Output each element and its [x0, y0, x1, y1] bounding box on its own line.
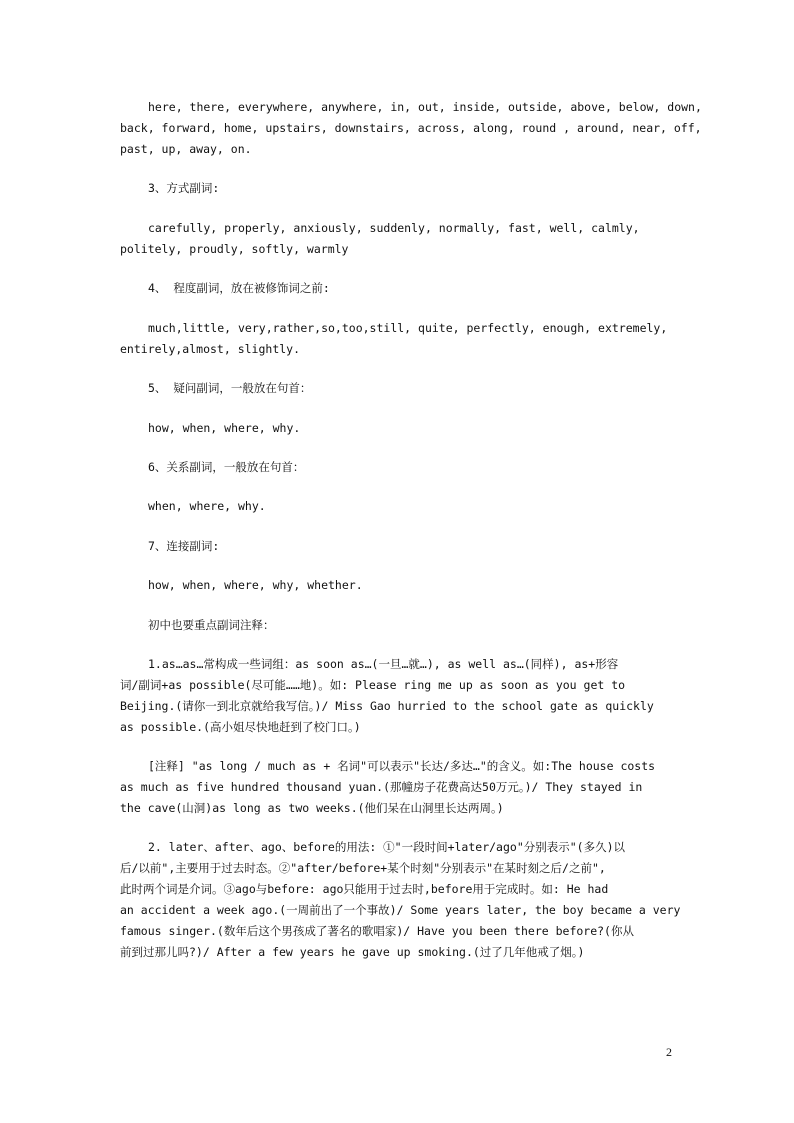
text-line: back, forward, home, upstairs, downstairs, across, along, round , around, near, off,: [120, 121, 702, 135]
section-heading: 6、关系副词，一般放在句首：: [148, 460, 305, 474]
text-line: [注释] "as long / much as + 名词"可以表示"长达/多达…"的含义。如:The house costs: [148, 759, 656, 773]
text-line: entirely,almost, slightly.: [120, 342, 301, 356]
text-line: an accident a week ago.(一周前出了一个事故)/ Some years later, the boy became a very: [120, 903, 681, 917]
text-line: much,little, very,rather,so,too,still, quite, perfectly, enough, extremely,: [148, 321, 668, 335]
section-heading: 7、连接副词:: [148, 539, 220, 553]
text-line: carefully, properly, anxiously, suddenly, normally, fast, well, calmly,: [148, 221, 640, 235]
text-line: past, up, away, on.: [120, 142, 252, 156]
text-line: here, there, everywhere, anywhere, in, out, inside, outside, above, below, down,: [148, 100, 702, 114]
section-heading: 5、 疑问副词，一般放在句首：: [148, 381, 312, 395]
text-line: how, when, where, why.: [148, 421, 301, 435]
text-line: when, where, why.: [148, 499, 266, 513]
text-line: Beijing.(请你一到北京就给我写信。)/ Miss Gao hurried to the school gate as quickly: [120, 699, 654, 713]
section-heading: 初中也要重点副词注释：: [148, 618, 275, 632]
text-line: how, when, where, why, whether.: [148, 578, 363, 592]
text-line: as possible.(高小姐尽快地赶到了校门口。): [120, 720, 361, 734]
text-line: 此时两个词是介词。③ago与before: ago只能用于过去时,before用于完成时。如: He had: [120, 882, 609, 896]
text-line: famous singer.(数年后这个男孩成了著名的歌唱家)/ Have you been there before?(你从: [120, 924, 634, 938]
text-line: as much as five hundred thousand yuan.(那幢房子花费高达50万元。)/ They stayed in: [120, 780, 643, 794]
page-number: 2: [666, 1045, 672, 1059]
text-line: 词/副词+as possible(尽可能……地)。如: Please ring me up as soon as you get to: [120, 678, 626, 692]
text-line: the cave(山洞)as long as two weeks.(他们呆在山洞里长达两周。): [120, 801, 504, 815]
section-heading: 4、 程度副词，放在被修饰词之前:: [148, 281, 330, 295]
text-line: 后/以前",主要用于过去时态。②"after/before+某个时刻"分别表示"在某时刻之后/之前",: [120, 861, 606, 875]
section-heading: 3、方式副词:: [148, 181, 220, 195]
text-line: 前到过那儿吗?)/ After a few years he gave up smoking.(过了几年他戒了烟。): [120, 945, 585, 959]
text-line: politely, proudly, softly, warmly: [120, 242, 349, 256]
text-line: 1.as…as…常构成一些词组：as soon as…(一旦…就…), as well as…(同样), as+形容: [148, 657, 619, 671]
text-line: 2. later、after、ago、before的用法: ①"一段时间+later/ago"分别表示"(多久)以: [148, 840, 626, 854]
